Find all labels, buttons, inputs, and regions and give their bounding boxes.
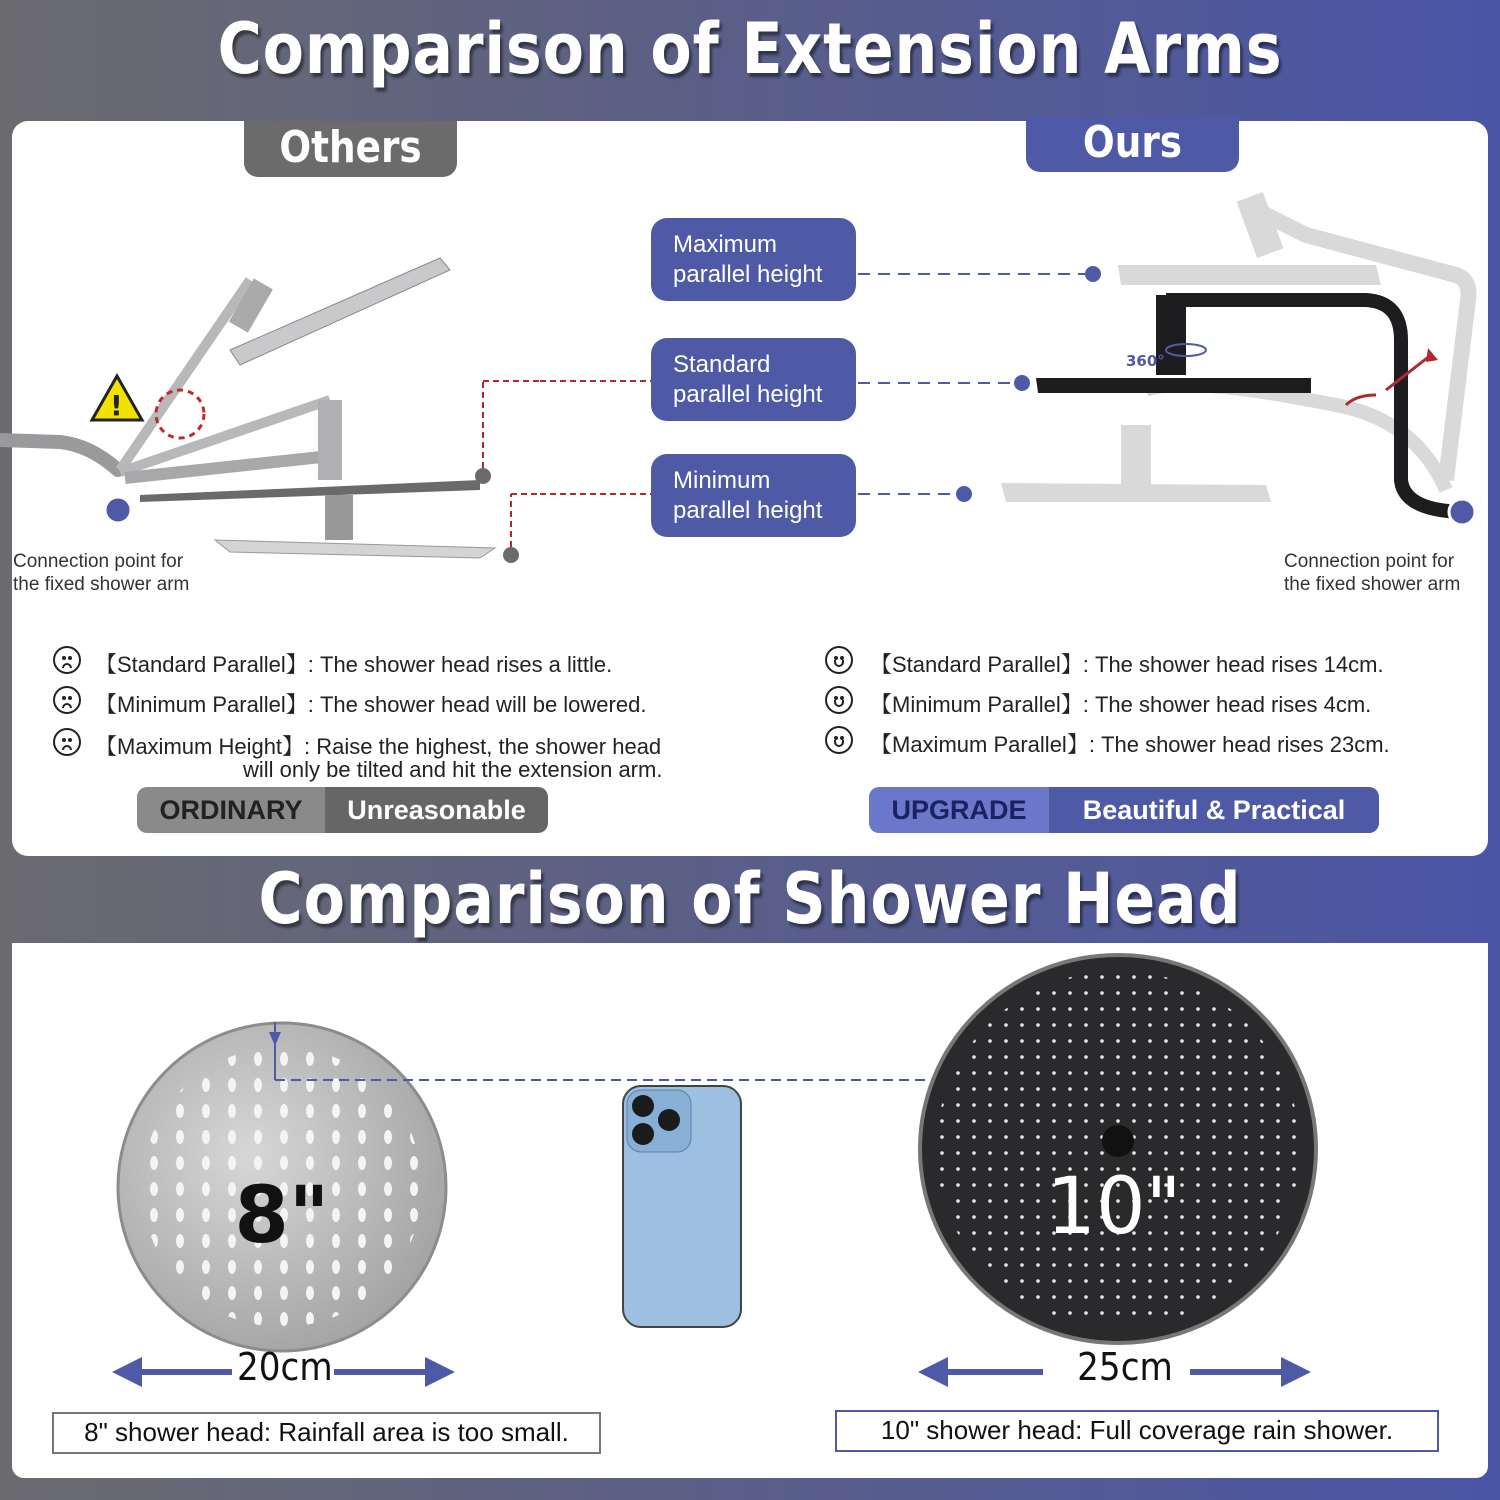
ours-point-maximum-text: : The shower head rises 23cm. bbox=[1088, 732, 1390, 757]
others-leader-lines bbox=[540, 370, 652, 510]
ours-point-standard-tag: 【Standard Parallel】 bbox=[870, 652, 1083, 677]
phone-reference bbox=[621, 1084, 743, 1329]
upgrade-badge-left: UPGRADE bbox=[869, 787, 1049, 833]
sad-face-icon bbox=[53, 728, 81, 756]
ours-point-maximum bbox=[870, 728, 1390, 759]
ordinary-badge bbox=[137, 787, 548, 833]
others-point-minimum-text: : The shower head will be lowered. bbox=[307, 692, 647, 717]
svg-text:!: ! bbox=[110, 389, 123, 422]
ours-point-minimum-text: : The shower head rises 4cm. bbox=[1082, 692, 1372, 717]
std-label-line1: Standard bbox=[673, 351, 771, 378]
connection-right-line2: the fixed shower arm bbox=[1284, 574, 1461, 595]
ordinary-badge-right: Unreasonable bbox=[325, 787, 548, 833]
connection-left-line1: Connection point for bbox=[13, 551, 184, 572]
sad-face-icon bbox=[53, 646, 81, 674]
small-width-label: 20cm bbox=[237, 1345, 333, 1389]
section-title-extension-arms: Comparison of Extension Arms bbox=[217, 8, 1283, 90]
std-parallel-label bbox=[651, 338, 856, 421]
min-parallel-label bbox=[651, 454, 856, 537]
upgrade-badge bbox=[869, 787, 1379, 833]
ours-point-minimum bbox=[870, 688, 1371, 719]
others-point-maximum-line2: will only be tilted and hit the extension arm. bbox=[243, 757, 663, 782]
connection-label-right bbox=[1284, 550, 1460, 596]
sad-face-icon bbox=[53, 686, 81, 714]
small-head-caption: 8" shower head: Rainfall area is too small. bbox=[52, 1412, 601, 1454]
others-arm-illustration bbox=[0, 240, 540, 580]
upgrade-badge-right: Beautiful & Practical bbox=[1049, 787, 1379, 833]
ours-arm-illustration bbox=[856, 190, 1500, 540]
happy-face-icon bbox=[825, 686, 853, 714]
others-point-minimum-tag: 【Minimum Parallel】 bbox=[95, 692, 308, 717]
others-point-maximum-text: : Raise the highest, the shower head bbox=[304, 734, 662, 759]
ours-tab bbox=[1026, 116, 1239, 172]
large-size-label: 10" bbox=[1046, 1162, 1182, 1252]
happy-face-icon bbox=[825, 646, 853, 674]
max-label-line2: parallel height bbox=[673, 261, 823, 288]
max-parallel-label bbox=[651, 218, 856, 301]
connection-left-line2: the fixed shower arm bbox=[13, 574, 190, 595]
ours-point-standard bbox=[870, 648, 1384, 679]
ours-tab-label: Ours bbox=[1082, 117, 1183, 168]
ours-point-standard-text: : The shower head rises 14cm. bbox=[1082, 652, 1384, 677]
large-head-caption: 10" shower head: Full coverage rain shower. bbox=[835, 1410, 1439, 1452]
large-shower-head bbox=[918, 953, 1320, 1345]
max-label-line1: Maximum bbox=[673, 231, 778, 258]
ours-point-maximum-tag: 【Maximum Parallel】 bbox=[870, 732, 1089, 757]
connection-label-left bbox=[13, 550, 189, 596]
std-label-line2: parallel height bbox=[673, 381, 823, 408]
min-label-line2: parallel height bbox=[673, 497, 823, 524]
rotation-label: 360° bbox=[1126, 352, 1165, 370]
others-point-standard-text: : The shower head rises a little. bbox=[307, 652, 613, 677]
ordinary-badge-left: ORDINARY bbox=[137, 787, 325, 833]
others-tab-label: Others bbox=[279, 122, 422, 173]
others-tab bbox=[244, 121, 457, 177]
min-label-line1: Minimum bbox=[673, 467, 771, 494]
happy-face-icon bbox=[825, 726, 853, 754]
section-title-shower-head: Comparison of Shower Head bbox=[258, 858, 1242, 940]
others-point-standard-tag: 【Standard Parallel】 bbox=[95, 652, 308, 677]
connection-right-line1: Connection point for bbox=[1284, 551, 1455, 572]
others-point-maximum-tag: 【Maximum Height】 bbox=[95, 734, 305, 759]
ours-point-minimum-tag: 【Minimum Parallel】 bbox=[870, 692, 1083, 717]
small-size-label: 8" bbox=[234, 1171, 330, 1261]
others-point-minimum bbox=[95, 688, 646, 719]
large-width-label: 25cm bbox=[1077, 1345, 1173, 1389]
others-point-standard bbox=[95, 648, 612, 679]
